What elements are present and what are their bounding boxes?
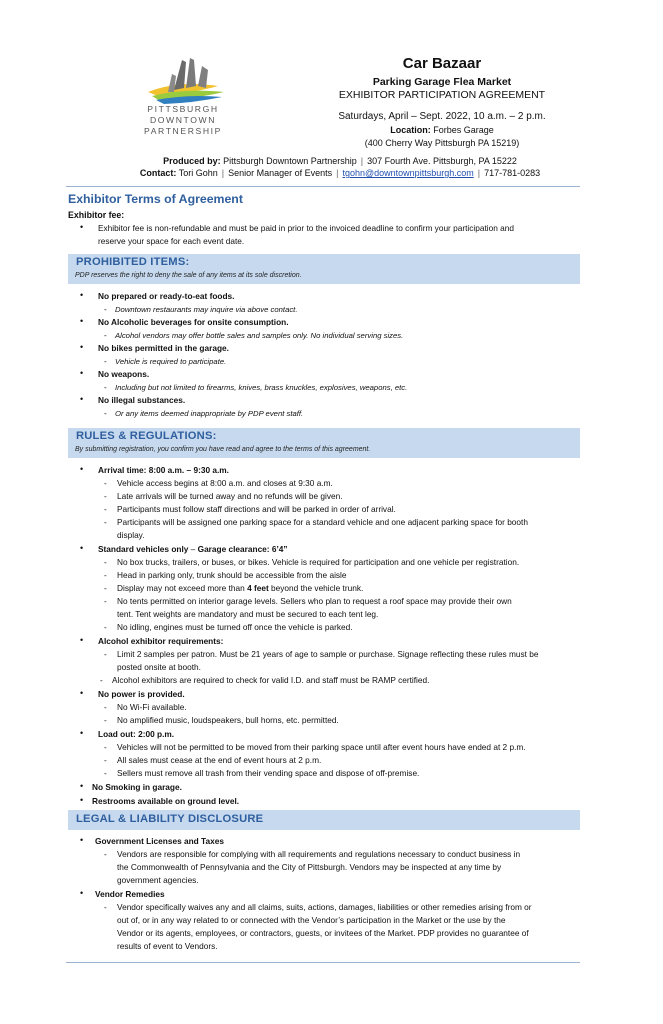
dash: - xyxy=(104,408,107,418)
contact-email-link[interactable]: tgohn@downtownpittsburgh.com xyxy=(342,168,474,178)
dash: - xyxy=(104,356,107,366)
contact-role: Senior Manager of Events xyxy=(228,168,333,178)
remedies-text-2: out of, or in any way related to or connected with the Vendor’s participation in the Market or the use by the xyxy=(117,915,506,925)
bullet: • xyxy=(80,394,84,404)
event-address: (400 Cherry Way Pittsburgh PA 15219) xyxy=(364,138,520,148)
terms-heading: Exhibitor Terms of Agreement xyxy=(68,192,243,206)
gov-text-1: Vendors are responsible for complying with all requirements and regulations necessary to conduct business in xyxy=(117,849,521,859)
fee-text-1: Exhibitor fee is non-refundable and must be paid in prior to the invoiced deadline to confirm your participation and xyxy=(98,223,515,233)
standard-vehicles-text: Standard vehicles only xyxy=(98,544,189,554)
vehicle-rule-3-a: Display may not exceed more than xyxy=(117,583,248,593)
prohibited-item-3: No bikes permitted in the garage. xyxy=(98,343,229,353)
rules-heading: RULES & REGULATIONS: xyxy=(76,430,217,442)
prohibited-item-5-detail: Or any items deemed inappropriate by PDP event staff. xyxy=(115,409,304,418)
divider xyxy=(66,186,580,187)
dash: - xyxy=(104,557,107,567)
logo-line-3: PARTNERSHIP xyxy=(144,126,222,136)
contact-name: Tori Gohn xyxy=(178,168,218,178)
dash: - xyxy=(104,583,107,593)
no-smoking: No Smoking in garage. xyxy=(92,782,182,792)
standard-vehicles-dash: – xyxy=(188,544,198,554)
bullet: • xyxy=(80,464,84,474)
contact-label: Contact: xyxy=(139,168,177,178)
prohibited-item-1-detail: Downtown restaurants may inquire via above contact. xyxy=(115,305,298,314)
dash: - xyxy=(104,649,107,659)
producer-address: 307 Fourth Ave. Pittsburgh, PA 15222 xyxy=(367,156,517,166)
legal-band xyxy=(68,810,580,830)
bullet: • xyxy=(80,290,84,300)
dash: - xyxy=(100,675,103,685)
contact-line: Contact: Tori Gohn | Senior Manager of Events | tgohn@downtownpittsburgh.com | 717-781-0283 xyxy=(139,168,541,178)
produced-label: Produced by: xyxy=(163,156,221,166)
standard-vehicles-heading xyxy=(98,544,288,554)
legal-heading: LEGAL & LIABILITY DISCLOSURE xyxy=(76,813,264,825)
prohibited-item-2: No Alcoholic beverages for onsite consumption. xyxy=(98,317,289,327)
dash: - xyxy=(104,382,107,392)
bullet: • xyxy=(80,635,84,645)
bullet: • xyxy=(80,222,84,232)
load-out-rule-2: All sales must cease at the end of event hours at 2 p.m. xyxy=(117,755,322,765)
bullet: • xyxy=(80,888,84,898)
prohibited-item-5: No illegal substances. xyxy=(98,395,186,405)
arrival-heading: Arrival time: 8:00 a.m. – 9:30 a.m. xyxy=(98,465,229,475)
gov-licenses-heading: Government Licenses and Taxes xyxy=(95,836,224,846)
dash: - xyxy=(104,902,107,912)
location-label: Location: xyxy=(390,125,431,135)
alcohol-rule-1: Limit 2 samples per patron. Must be 21 years of age to sample or purchase. Signage reflecting these rules must be xyxy=(117,649,539,659)
fee-text-2: reserve your space for each event date. xyxy=(98,236,245,246)
garage-clearance-text: Garage clearance: 6’4” xyxy=(197,544,288,554)
dash: - xyxy=(104,849,107,859)
vehicle-rule-3-c: beyond the vehicle trunk. xyxy=(268,583,364,593)
bullet: • xyxy=(80,688,84,698)
arrival-rule-3: Participants must follow staff directions and will be parked in order of arrival. xyxy=(117,504,396,514)
alcohol-heading: Alcohol exhibitor requirements: xyxy=(98,636,224,646)
dash: - xyxy=(104,715,107,725)
prohibited-band xyxy=(68,254,580,284)
prohibited-note: PDP reserves the right to deny the sale of any items at its sole discretion. xyxy=(75,272,302,279)
remedies-text-4: results of event to Vendors. xyxy=(117,941,218,951)
arrival-rule-2: Late arrivals will be turned away and no refunds will be given. xyxy=(117,491,343,501)
prohibited-item-4-detail: Including but not limited to firearms, knives, brass knuckles, explosives, weapons, etc. xyxy=(115,383,408,392)
prohibited-item-1: No prepared or ready-to-eat foods. xyxy=(98,291,235,301)
gov-text-3: government agencies. xyxy=(117,875,199,885)
bullet: • xyxy=(80,342,84,352)
prohibited-heading: PROHIBITED ITEMS: xyxy=(76,256,190,268)
bullet: • xyxy=(80,781,84,791)
dash: - xyxy=(104,504,107,514)
power-rule-2: No amplified music, loudspeakers, bull horns, etc. permitted. xyxy=(117,715,339,725)
rules-note: By submitting registration, you confirm you have read and agree to the terms of this agreement. xyxy=(75,446,371,453)
dash: - xyxy=(104,478,107,488)
prohibited-item-4: No weapons. xyxy=(98,369,150,379)
load-out-rule-1: Vehicles will not be permitted to be moved from their parking space until after event hours have ended at 2 p.m. xyxy=(117,742,526,752)
dash: - xyxy=(104,596,107,606)
producer-name: Pittsburgh Downtown Partnership xyxy=(223,156,357,166)
producer-line: Produced by: Pittsburgh Downtown Partnership | 307 Fourth Ave. Pittsburgh, PA 15222 xyxy=(163,156,517,166)
prohibited-item-3-detail: Vehicle is required to participate. xyxy=(115,357,227,366)
vehicle-rule-2: Head in parking only, trunk should be accessible from the aisle xyxy=(117,570,347,580)
arrival-rule-4: Participants will be assigned one parking space for a standard vehicle and one adjacent parking space for booth xyxy=(117,517,528,527)
dash: - xyxy=(104,755,107,765)
document-name: EXHIBITOR PARTICIPATION AGREEMENT xyxy=(338,89,546,101)
vehicle-rule-3-b: 4 feet xyxy=(247,583,269,593)
page-title: Car Bazaar xyxy=(402,55,482,72)
arrival-rule-1: Vehicle access begins at 8:00 a.m. and closes at 9:30 a.m. xyxy=(117,478,333,488)
vendor-remedies-heading: Vendor Remedies xyxy=(95,889,165,899)
load-out-rule-3: Sellers must remove all trash from their vending space and dispose of off-premise. xyxy=(117,768,420,778)
dash: - xyxy=(104,742,107,752)
contact-phone: 717-781-0283 xyxy=(484,168,541,178)
bullet: • xyxy=(80,835,84,845)
vehicle-rule-4: No tents permitted on interior garage levels. Sellers who plan to request a roof space may provide their own xyxy=(117,596,512,606)
logo-line-2: DOWNTOWN xyxy=(149,115,217,125)
divider xyxy=(66,962,580,963)
bullet: • xyxy=(80,543,84,553)
power-heading: No power is provided. xyxy=(98,689,185,699)
alcohol-rule-1-cont: posted onsite at booth. xyxy=(117,662,201,672)
vehicle-rule-4-cont: tent. Tent weights are mandatory and must be secured to each tent leg. xyxy=(117,609,379,619)
vehicle-rule-5: No idling, engines must be turned off once the vehicle is parked. xyxy=(117,622,353,632)
bullet: • xyxy=(80,795,84,805)
fee-label: Exhibitor fee: xyxy=(68,210,125,220)
prohibited-item-3-text: No bikes permitted in the garage xyxy=(98,343,227,353)
remedies-text-1: Vendor specifically waives any and all claims, suits, actions, damages, liabilities or other remedies arising from or xyxy=(117,902,532,912)
dash: - xyxy=(104,304,107,314)
dash: - xyxy=(104,517,107,527)
dash: - xyxy=(104,330,107,340)
dash: - xyxy=(104,570,107,580)
dash: - xyxy=(104,768,107,778)
event-location xyxy=(262,125,622,135)
restrooms: Restrooms available on ground level. xyxy=(92,796,240,806)
vehicle-rule-3 xyxy=(117,583,363,593)
alcohol-rule-2: Alcohol exhibitors are required to check for valid I.D. and staff must be RAMP certified. xyxy=(112,675,430,685)
rules-band xyxy=(68,428,580,458)
logo-line-1: PITTSBURGH xyxy=(147,104,219,114)
dash: - xyxy=(104,622,107,632)
location-name: Forbes Garage xyxy=(433,125,494,135)
arrival-rule-4-cont: display. xyxy=(117,530,145,540)
load-out-heading: Load out: 2:00 p.m. xyxy=(98,729,175,739)
event-dates: Saturdays, April – Sept. 2022, 10 a.m. – 2 p.m. xyxy=(338,111,546,122)
dash: - xyxy=(104,702,107,712)
prohibited-item-2-detail: Alcohol vendors may offer bottle sales and samples only. No individual serving sizes. xyxy=(115,331,404,340)
power-rule-1: No Wi-Fi available. xyxy=(117,702,187,712)
bullet: • xyxy=(80,368,84,378)
dash: - xyxy=(104,491,107,501)
bullet: • xyxy=(80,728,84,738)
logo-wordmark xyxy=(138,104,228,137)
page-subtitle: Parking Garage Flea Market xyxy=(372,76,512,88)
remedies-text-3: Vendor or its agents, employees, or contractors, guests, or invitees of the Market. PDP provides no guarantee of xyxy=(117,928,529,938)
bullet: • xyxy=(80,316,84,326)
vehicle-rule-1: No box trucks, trailers, or buses, or bikes. Vehicle is required for participation and one vehicle per registration. xyxy=(117,557,520,567)
gov-text-2: the Commonwealth of Pennsylvania and the City of Pittsburgh. Vendors may be inspected at any time by xyxy=(117,862,502,872)
